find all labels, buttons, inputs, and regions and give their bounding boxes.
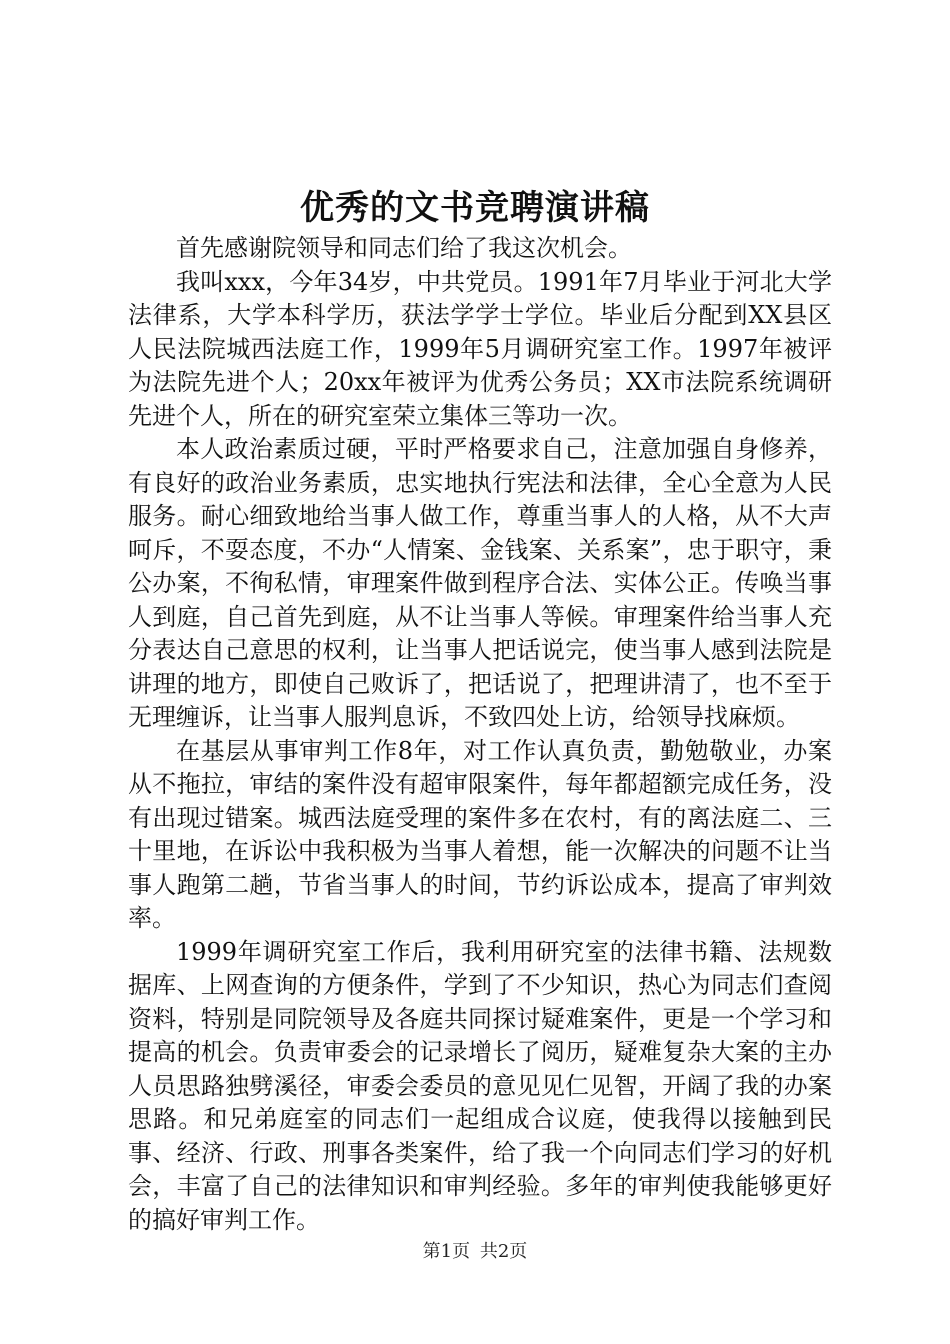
page-number: 第1页 [422,1241,471,1262]
page-total: 共2页 [479,1241,528,1262]
paragraph: 本人政治素质过硬，平时严格要求自己，注意加强自身修养，有良好的政治业务素质，忠实地执行宪法和法律，全心全意为人民服务。耐心细致地给当事人做工作，尊重当事人的人格，从不大声呵斥，不耍态度，不办“人情案、金钱案、关系案”，忠于职守，秉公办案，不徇私情，审理案件做到程序合法、实体公正。传唤当事人到庭，自己首先到庭，从不让当事人等候。审理案件给当事人充分表达自己意思的权利，让当事人把话说完，使当事人感到法院是讲理的地方，即使自己败诉了，把话说了，把理讲清了，也不至于无理缠诉，让当事人服判息诉，不致四处上访，给领导找麻烦。 [128,435,832,731]
document-title: 优秀的文书竞聘演讲稿 [300,188,650,228]
paragraph: 在基层从事审判工作8年，对工作认真负责，勤勉敬业，办案从不拖拉，审结的案件没有超审限案件，每年都超额完成任务，没有出现过错案。城西法庭受理的案件多在农村，有的离法庭二、三十里地，在诉讼中我积极为当事人着想，能一次解决的问题不让当事人跑第二趟，节省当事人的时间，节约诉讼成本，提高了审判效率。 [128,736,832,932]
paragraph: 我叫xxx，今年34岁，中共党员。1991年7月毕业于河北大学法律系，大学本科学历，获法学学士学位。毕业后分配到XX县区人民法院城西法庭工作，1999年5月调研究室工作。1997年被评为法院先进个人；20xx年被评为优秀公务员；XX市法院系统调研先进个人，所在的研究室荣立集体三等功一次。 [128,267,832,430]
paragraph: 首先感谢院领导和同志们给了我这次机会。 [176,234,632,262]
document-body [128,232,832,1237]
page-footer [0,1240,950,1264]
paragraph: 1999年调研究室工作后，我利用研究室的法律书籍、法规数据库、上网查询的方便条件，学到了不少知识，热心为同志们查阅资料，特别是同院领导及各庭共同探讨疑难案件，更是一个学习和提高的机会。负责审委会的记录增长了阅历，疑难复杂大案的主办人员思路独劈溪径，审委会委员的意见见仁见智，开阔了我的办案思路。和兄弟庭室的同志们一起组成合议庭，使我得以接触到民事、经济、行政、刑事各类案件，给了我一个向同志们学习的好机会，丰富了自己的法律知识和审判经验。多年的审判使我能够更好的搞好审判工作。 [128,937,832,1234]
